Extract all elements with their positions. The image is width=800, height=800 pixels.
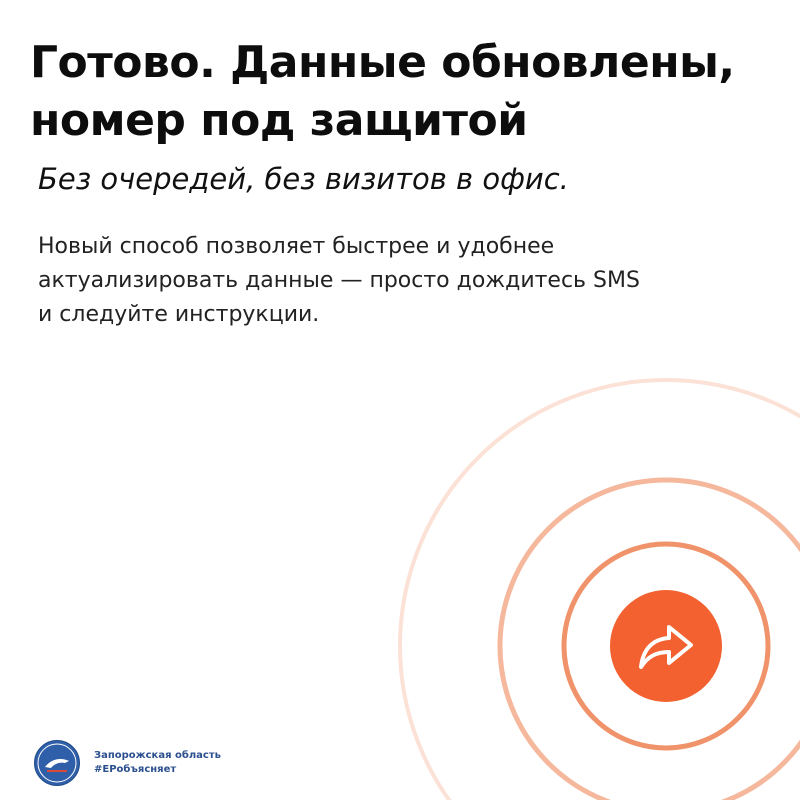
footer-caption bbox=[94, 749, 221, 777]
footer bbox=[34, 740, 221, 786]
description-line-3: и следуйте инструкции. bbox=[38, 302, 320, 327]
description bbox=[38, 230, 778, 332]
share-button[interactable] bbox=[610, 590, 722, 702]
description-line-1: Новый способ позволяет быстрее и удобнее bbox=[38, 234, 555, 259]
page-title bbox=[30, 34, 780, 150]
title-line-1: Готово. Данные обновлены, bbox=[30, 37, 735, 88]
subtitle: Без очередей, без визитов в офис. bbox=[38, 162, 569, 196]
party-logo bbox=[34, 740, 80, 786]
footer-region: Запорожская область bbox=[94, 750, 221, 761]
share-arrow-icon bbox=[631, 611, 701, 681]
footer-hashtag: #ЕРобъясняет bbox=[94, 764, 177, 775]
outer-ring bbox=[400, 380, 800, 800]
title-line-2: номер под защитой bbox=[30, 95, 528, 146]
description-line-2: актуализировать данные — просто дождитесь SMS bbox=[38, 268, 640, 293]
